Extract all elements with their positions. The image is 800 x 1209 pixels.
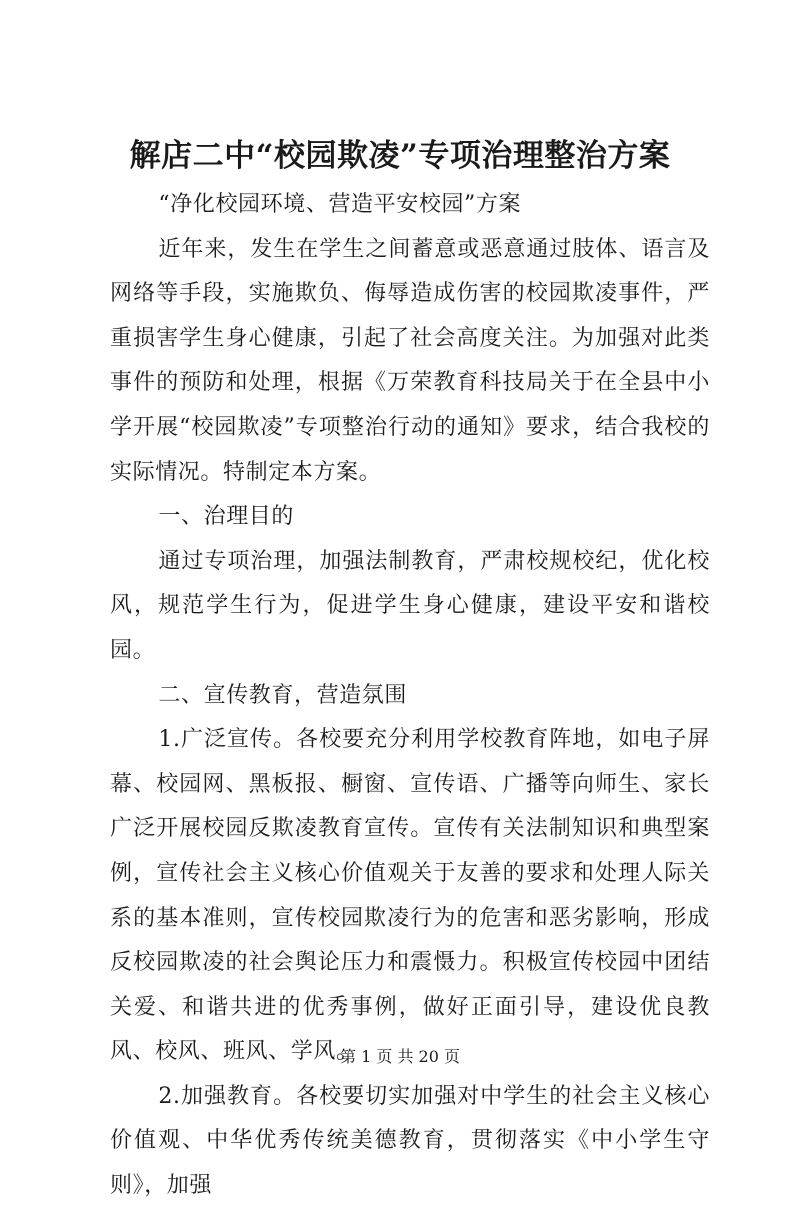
paragraph-goal: 通过专项治理，加强法制教育，严肃校规校纪，优化校风，规范学生行为，促进学生身心健康，建设平安和谐校园。 bbox=[110, 548, 710, 663]
section-heading-2: 二、宣传教育，营造氛围 bbox=[158, 682, 407, 708]
paragraph-education: 2.加强教育。各校要切实加强对中学生的社会主义核心价值观、中华优秀传统美德教育，贯彻落实《中小学生守则》，加强 bbox=[110, 1083, 710, 1199]
paragraph-publicity: 1.广泛宣传。各校要充分利用学校教育阵地，如电子屏幕、校园网、黑板报、橱窗、宣传语、广播等向师生、家长广泛开展校园反欺凌教育宣传。宣传有关法制知识和典型案例，宣传社会主义核心价值观关于友善的要求和处理人际关系的基本准则，宣传校园欺凌行为的危害和恶劣影响，形成反校园欺凌的社会舆论压力和震慑力。积极宣传校园中团结关爱、和谐共进的优秀事例，做好正面引导，建设优良教风、校风、班风、学风。 bbox=[110, 727, 710, 1065]
page-number-footer: 第 1 页 共 20 页 bbox=[340, 1047, 460, 1066]
section-heading-1: 一、治理目的 bbox=[158, 504, 294, 530]
document-subtitle: “净化校园环境、营造平安校园”方案 bbox=[158, 192, 522, 217]
document-title: 解店二中“校园欺凌”专项治理整治方案 bbox=[129, 138, 671, 174]
paragraph-intro: 近年来，发生在学生之间蓄意或恶意通过肢体、语言及网络等手段，实施欺负、侮辱造成伤害的校园欺凌事件，严重损害学生身心健康，引起了社会高度关注。为加强对此类事件的预防和处理，根据《万荣教育科技局关于在全县中小学开展“校园欺凌”专项整治行动的通知》要求，结合我校的实际情况。特制定本方案。 bbox=[110, 236, 710, 485]
